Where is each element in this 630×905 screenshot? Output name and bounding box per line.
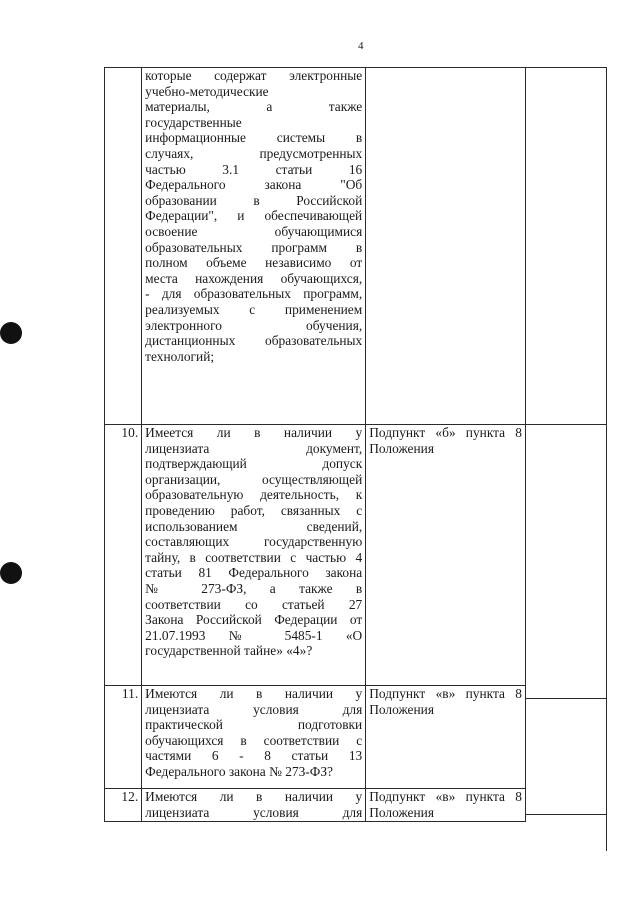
checklist-table <box>104 67 526 822</box>
question-cell <box>142 425 366 686</box>
row-number: 10. <box>105 425 142 686</box>
question-line: электронного обучения, <box>145 317 363 333</box>
question-line: частями 6 - 8 статьи 13 <box>145 748 363 764</box>
question-line: материалы, а также <box>145 99 363 115</box>
question-line: технологий; <box>145 348 215 364</box>
notes-border <box>526 424 606 425</box>
binder-hole-top <box>0 322 22 344</box>
question-line: Федерации", и обеспечивающей <box>145 208 363 224</box>
reference-line: Подпункт «б» пункта 8 <box>369 425 522 440</box>
question-line: лицензиата условия для <box>145 701 363 717</box>
question-line: - для образовательных программ, <box>145 286 363 302</box>
question-line: проведению работ, связанных с <box>145 502 363 518</box>
question-line: тайну, в соответствии с частью 4 <box>145 549 363 565</box>
question-line: частью 3.1 статьи 16 <box>145 161 363 177</box>
question-line: статьи 81 Федерального закона <box>145 565 363 581</box>
question-cell <box>142 789 366 822</box>
question-line: учебно-методические <box>145 83 269 99</box>
reference-line: Положения <box>369 440 434 456</box>
question-line: полном объеме независимо от <box>145 255 363 271</box>
reference-line: Положения <box>369 701 434 717</box>
binder-hole-bottom <box>0 562 22 584</box>
question-line: места нахождения обучающихся, <box>145 270 363 286</box>
question-line: Федерального закона № 273-ФЗ? <box>145 763 333 779</box>
question-line: № 273-ФЗ, а также в <box>145 580 363 596</box>
reference-cell <box>366 425 526 686</box>
question-line: обучающихся в соответствии с <box>145 732 363 748</box>
question-line: Имеются ли в наличии у <box>145 686 363 701</box>
question-line: Федерального закона "Об <box>145 177 363 193</box>
question-cell <box>142 68 366 425</box>
question-line: реализуемых с применением <box>145 301 363 317</box>
table-row-12 <box>105 789 526 822</box>
reference-line: Подпункт «в» пункта 8 <box>369 686 522 701</box>
question-line: практической подготовки <box>145 717 363 733</box>
question-line: информационные системы в <box>145 130 363 146</box>
question-line: образовательных программ в <box>145 239 363 255</box>
question-line: случаях, предусмотренных <box>145 145 363 161</box>
question-line: освоение обучающимися <box>145 223 363 239</box>
question-line: организации, осуществляющей <box>145 471 363 487</box>
question-line: соответствии со статьей 27 <box>145 596 363 612</box>
question-line: лицензиата условия для <box>145 804 363 820</box>
row-number: 12. <box>105 789 142 822</box>
question-line: 21.07.1993 № 5485-1 «О <box>145 627 363 643</box>
reference-line: Подпункт «в» пункта 8 <box>369 789 522 804</box>
reference-cell <box>366 789 526 822</box>
reference-line: Положения <box>369 804 434 820</box>
table-row-continued <box>105 68 526 425</box>
reference-cell <box>366 686 526 789</box>
question-cell <box>142 686 366 789</box>
table-row-11 <box>105 686 526 789</box>
row-number-cell <box>105 68 142 425</box>
notes-border <box>526 698 606 699</box>
notes-column <box>526 67 607 851</box>
question-line: которые содержат электронные <box>145 68 363 83</box>
question-line: государственной тайне» «4»? <box>145 643 313 659</box>
question-line: дистанционных образовательных <box>145 333 363 349</box>
question-line: использованием сведений, <box>145 518 363 534</box>
question-line: лицензиата документ, <box>145 440 363 456</box>
reference-cell <box>366 68 526 425</box>
question-line: составляющих государственную <box>145 534 363 550</box>
table-row-10 <box>105 425 526 686</box>
row-number: 11. <box>105 686 142 789</box>
question-line: подтверждающий допуск <box>145 456 363 472</box>
notes-border <box>526 814 606 815</box>
question-line: государственные <box>145 114 242 130</box>
question-line: образовании в Российской <box>145 192 363 208</box>
question-line: Имеются ли в наличии у <box>145 789 363 804</box>
question-line: Закона Российской Федерации от <box>145 612 363 628</box>
question-line: образовательную деятельность, к <box>145 487 363 503</box>
question-line: Имеется ли в наличии у <box>145 425 363 440</box>
notes-border <box>526 67 606 68</box>
page-number: 4 <box>358 40 364 52</box>
